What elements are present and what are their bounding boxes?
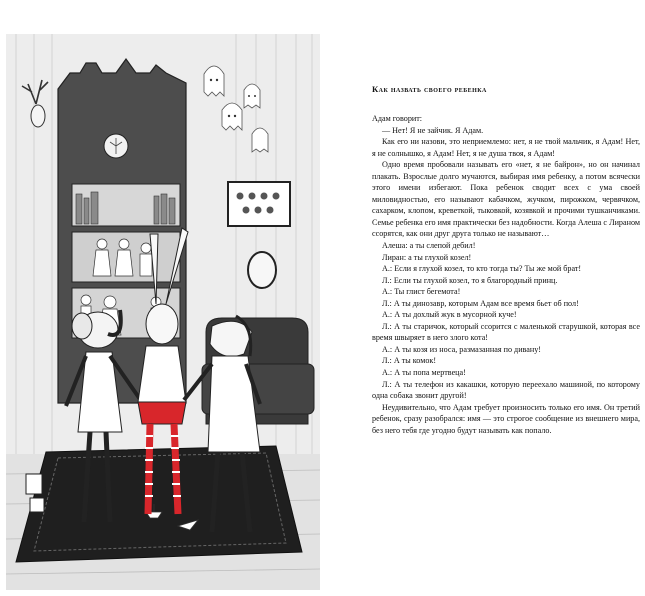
dialogue-line: Л.: Если ты глухой козел, то я благородный принц. <box>382 275 558 285</box>
dialogue-line: Л.: А ты старичок, который ссорится с маленькой старушкой, которая все время швыряет в него злого кота! <box>372 321 640 343</box>
body-text <box>372 113 640 436</box>
dialogue-line: А.: Если я глухой козел, то кто тогда ты? Ты же мой брат! <box>382 264 582 274</box>
illustration-panel <box>6 34 320 590</box>
chapter-title: Как назвать своего ребенка <box>372 84 487 94</box>
paragraph: Как его ни назови, это неприемлемо: нет, я не твой мальчик, я Адам! Нет, я не солнышко, я Адам! Нет, я не душа твоя, я Адам! <box>372 137 640 158</box>
paragraph: — Нет! Я не зайчик. Я Адам. <box>382 125 484 135</box>
dialogue-line: Л.: А ты комок! <box>382 356 437 366</box>
dialogue-line: Л.: А ты телефон из какашки, которую переехало машиной, по которому одна собака звонит другой! <box>372 379 640 401</box>
dialogue-line: Лиран: а ты глухой козел! <box>382 252 472 262</box>
paragraph: Неудивительно, что Адам требует произносить только его имя. Он третий ребенок, сразу разобрался: имя — это строгое сообщение из внешнего мира, без него тебя где угодно будут называть как попало. <box>372 402 640 435</box>
paragraph: Адам говорит: <box>372 114 423 123</box>
dialogue-line: А.: А ты попа мертвеца! <box>382 368 466 378</box>
dialogue-line: А.: Ты глист бегемота! <box>382 287 461 297</box>
dialogue-line: Алеша: а ты слепой дебил! <box>382 241 476 251</box>
dialogue-line: Л.: А ты динозавр, которым Адам все время бьет об пол! <box>382 298 579 308</box>
dialogue-line: А.: А ты козя из носа, размазанная по дивану! <box>382 344 541 354</box>
text-page <box>336 0 645 596</box>
children-dancing-illustration-icon <box>6 34 320 590</box>
dialogue-line: А.: А ты дохлый жук в мусорной куче! <box>382 310 517 320</box>
paragraph: Одно время пробовали называть его «нет, я не байрон», но он начинал плакать. Взрослые долго мучаются, выбирая имя ребенку, а потом всячески этого имени избегают. Пока ребенок сводит всех с ума своей миловидностью, его называют кабачком, жучком, пирожком, червячком, сахарком, клопом, креветкой, тыковкой, козявкой и прочими тушканчиками. Семье ребенка его имя практически без надобности. Когда Алеша с Лираном ссорятся, как они друг друга только не называют… <box>372 160 640 239</box>
